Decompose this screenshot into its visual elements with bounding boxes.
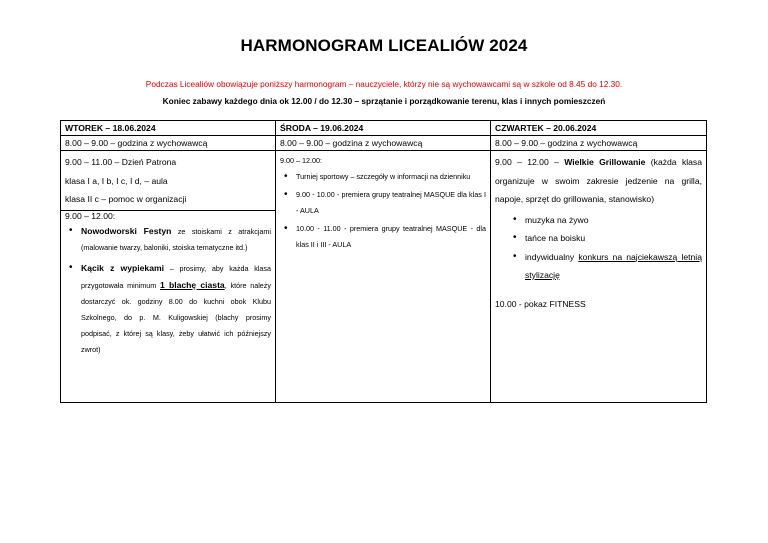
- wednesday-list: [280, 169, 486, 253]
- table-row-main: [61, 151, 707, 403]
- bakery-highlight: 1 blachę ciasta: [160, 279, 225, 290]
- list-item: • 9.00 - 10.00 - premiera grupy teatralnej MASQUE dla klas I - AULA: [280, 187, 486, 219]
- festyn-text: ze stoiskami z atrakcjami (malowanie twarzy, baloniki, stoiska tematyczne itd.): [81, 226, 271, 252]
- thursday-grill: [495, 153, 702, 209]
- list-item: • tańce na boisku: [495, 229, 702, 248]
- contest-prefix: indywidualny: [525, 251, 579, 262]
- thursday-desc: (każda klasa organizuje w swoim zakresie jedzenie na grilla, napoje, sprzęt do grillowania, stanowisko): [495, 157, 703, 204]
- thursday-fitness: 10.00 - pokaz FITNESS: [495, 298, 586, 309]
- page-title: HARMONOGRAM LICEALIÓW 2024: [240, 36, 528, 55]
- tuesday-time2: 9.00 – 12.00:: [65, 210, 116, 221]
- tuesday-homeroom: 8.00 – 9.00 – godzina z wychowawcą: [61, 136, 276, 151]
- wednesday-homeroom: 8.00 – 9.00 – godzina z wychowawcą: [276, 136, 491, 151]
- header-thursday: CZWARTEK – 20.06.2024: [491, 121, 707, 136]
- thursday-cell: [491, 151, 707, 403]
- thursday-homeroom: 8.00 – 9.00 – godzina z wychowawcą: [491, 136, 707, 151]
- list-item: [65, 260, 271, 358]
- tuesday-patron-day: 9.00 – 11.00 – Dzień Patrona: [65, 157, 177, 167]
- thursday-time: 9.00 – 12.00 –: [495, 157, 565, 167]
- tuesday-classes-aula: klasa I a, I b, I c, I d, – aula: [65, 175, 168, 186]
- thursday-event: Wielkie Grillowanie: [564, 157, 646, 167]
- header-tuesday: WTOREK – 18.06.2024: [61, 121, 276, 136]
- festyn-title: Nowodworski Festyn: [81, 225, 172, 236]
- bakery-title: Kącik z wypiekami: [81, 262, 165, 273]
- list-item: • muzyka na żywo: [495, 211, 702, 230]
- contest-text: konkurs na najciekawszą letnią stylizację: [525, 251, 702, 280]
- table-row-homeroom: [61, 136, 707, 151]
- list-item: • Turniej sportowy – szczegóły w informacji na dzienniku: [280, 169, 486, 185]
- wednesday-time: 9.00 – 12.00:: [280, 156, 322, 165]
- list-item: [495, 248, 702, 285]
- wednesday-cell: [276, 151, 491, 403]
- cleanup-notice: Koniec zabawy każdego dnia ok 12.00 / do 12.30 – sprzątanie i porządkowanie terenu, klas i innych pomieszczeń: [162, 96, 606, 106]
- header-wednesday: ŚRODA – 19.06.2024: [276, 121, 491, 136]
- table-row-headers: [61, 121, 707, 136]
- tuesday-list: [65, 223, 271, 358]
- bakery-text-b: , które należy dostarczyć ok. godziny 8.00 do kuchni obok Klubu Szkolnego, do p. M. Kuligowskiej (blachy prosimy podpisać, z której są klasy, żeby ułatwić ich późniejszy zwrot): [81, 280, 271, 354]
- tuesday-cell: [61, 151, 276, 403]
- teacher-notice: Podczas Licealiów obowiązuje poniższy harmonogram – nauczyciele, którzy nie są wychowawcami są w szkole od 8.45 do 12.30.: [145, 79, 623, 89]
- schedule-table: [60, 120, 707, 403]
- list-item: [65, 223, 271, 256]
- tuesday-class-help: klasa II c – pomoc w organizacji: [65, 194, 187, 204]
- bakery-text-a: – prosimy, aby każda klasa przygotowała minimum: [81, 263, 271, 290]
- list-item: • 10.00 - 11.00 - premiera grupy teatralnej MASQUE - dla klas II i III - AULA: [280, 221, 486, 253]
- thursday-list: [495, 211, 702, 285]
